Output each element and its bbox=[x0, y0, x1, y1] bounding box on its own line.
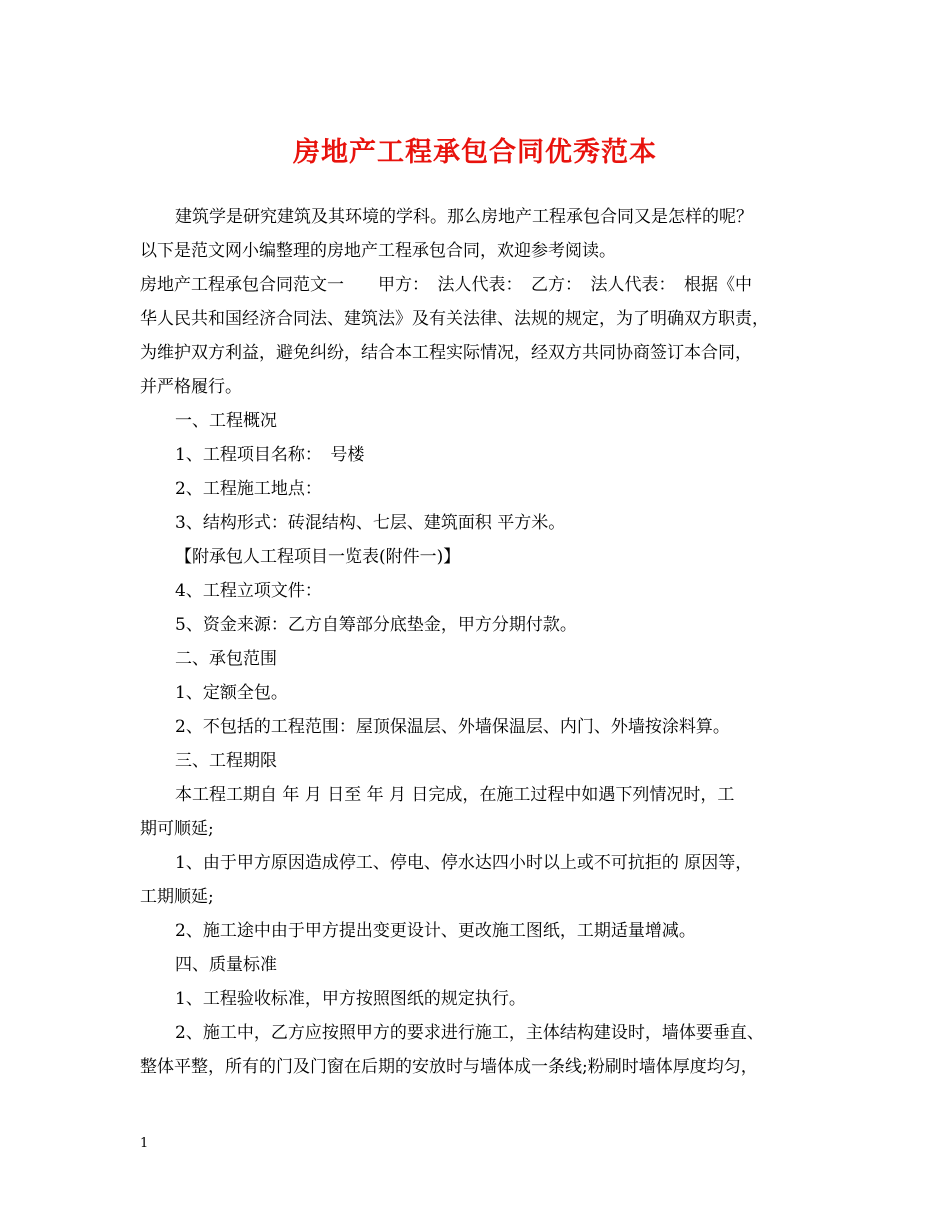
paragraph-line: 【附承包人工程项目一览表(附件一)】 bbox=[175, 547, 461, 567]
paragraph-line: 1、由于甲方原因造成停工、停电、停水达四小时以上或不可抗拒的 原因等， bbox=[175, 853, 753, 873]
paragraph-line: 整体平整，所有的门及门窗在后期的安放时与墙体成一条线;粉刷时墙体厚度均匀， bbox=[140, 1057, 758, 1077]
paragraph-line: 5、资金来源：乙方自筹部分底垫金，甲方分期付款。 bbox=[175, 615, 577, 635]
document-body bbox=[140, 200, 840, 1084]
paragraph-line: 4、工程立项文件： bbox=[175, 581, 322, 601]
paragraph-line: 3、结构形式：砖混结构、七层、建筑面积 平方米。 bbox=[175, 513, 566, 533]
paragraph-line: 本工程工期自 年 月 日至 年 月 日完成，在施工过程中如遇下列情况时，工 bbox=[175, 785, 735, 805]
page-number: 1 bbox=[140, 1136, 149, 1151]
paragraph-line: 华人民共和国经济合同法、建筑法》及有关法律、法规的规定，为了明确双方职责， bbox=[140, 309, 769, 329]
paragraph-line: 工期顺延; bbox=[140, 887, 214, 907]
section-heading: 一、工程概况 bbox=[175, 411, 277, 431]
paragraph-line: 2、工程施工地点： bbox=[175, 479, 322, 499]
section-heading: 二、承包范围 bbox=[175, 649, 277, 669]
document-title: 房地产工程承包合同优秀范本 bbox=[293, 137, 657, 168]
section-heading: 四、质量标准 bbox=[175, 955, 277, 975]
section-heading: 三、工程期限 bbox=[175, 751, 277, 771]
paragraph-line: 2、施工途中由于甲方提出变更设计、更改施工图纸，工期适量增减。 bbox=[175, 921, 696, 941]
paragraph-line: 并严格履行。 bbox=[140, 377, 242, 397]
paragraph-line: 1、定额全包。 bbox=[175, 683, 288, 703]
paragraph-line: 为维护双方利益，避免纠纷，结合本工程实际情况，经双方共同协商签订本合同， bbox=[140, 343, 752, 363]
paragraph-line: 1、工程项目名称： 号楼 bbox=[175, 445, 365, 465]
paragraph-line: 期可顺延; bbox=[140, 819, 214, 839]
paragraph-line: 建筑学是研究建筑及其环境的学科。那么房地产工程承包合同又是怎样的呢？ bbox=[175, 207, 753, 227]
paragraph-line: 2、施工中，乙方应按照甲方的要求进行施工，主体结构建设时，墙体要垂直、 bbox=[175, 1023, 764, 1043]
paragraph-line: 2、不包括的工程范围：屋顶保温层、外墙保温层、内门、外墙按涂料算。 bbox=[175, 717, 730, 737]
paragraph-line: 以下是范文网小编整理的房地产工程承包合同，欢迎参考阅读。 bbox=[140, 241, 616, 261]
paragraph-line: 房地产工程承包合同范文一 甲方： 法人代表： 乙方： 法人代表： 根据《中 bbox=[140, 275, 752, 295]
paragraph-line: 1、工程验收标准，甲方按照图纸的规定执行。 bbox=[175, 989, 526, 1009]
